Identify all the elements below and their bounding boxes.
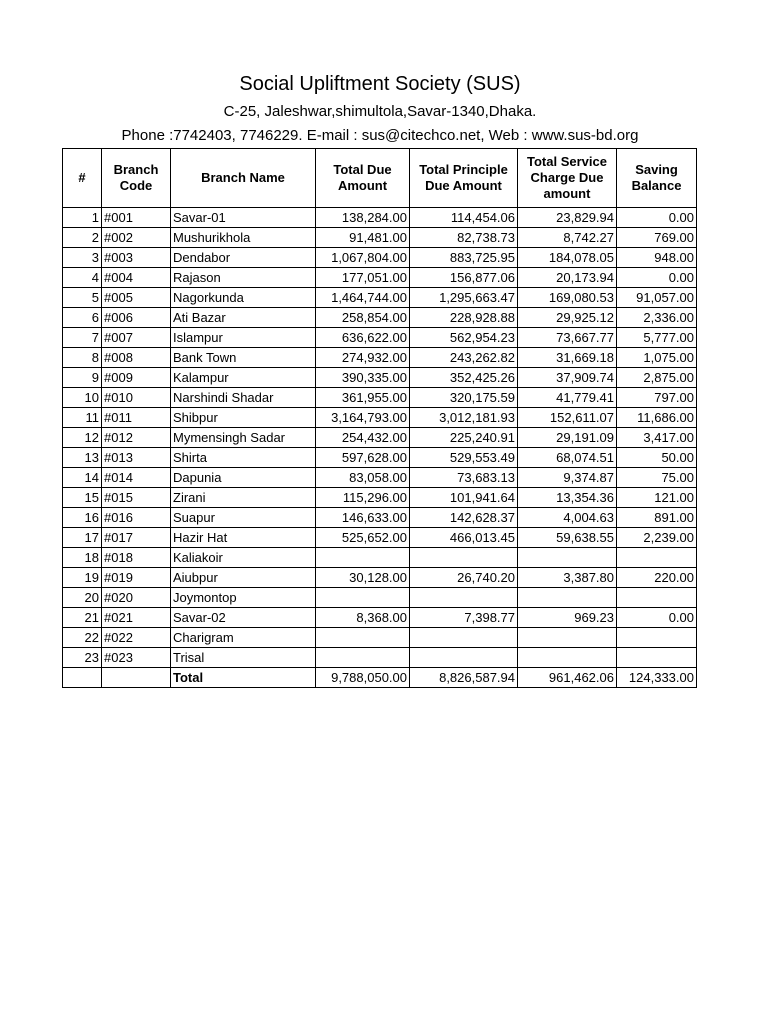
- branch-code: #009: [102, 368, 171, 388]
- principle-due-amount: 73,683.13: [410, 468, 518, 488]
- branch-name: Shibpur: [171, 408, 316, 428]
- header-principle-due: Total Principle Due Amount: [410, 149, 518, 208]
- total-due-amount: 636,622.00: [316, 328, 410, 348]
- table-row: [63, 588, 697, 608]
- branch-code: #010: [102, 388, 171, 408]
- total-saving-balance: 124,333.00: [617, 668, 697, 688]
- branch-code: #001: [102, 208, 171, 228]
- branch-name: Islampur: [171, 328, 316, 348]
- row-index: 4: [63, 268, 102, 288]
- saving-balance: 891.00: [617, 508, 697, 528]
- branch-code: #006: [102, 308, 171, 328]
- row-index: 15: [63, 488, 102, 508]
- row-index: 21: [63, 608, 102, 628]
- branch-code: #020: [102, 588, 171, 608]
- header-index: #: [63, 149, 102, 208]
- branch-code: #013: [102, 448, 171, 468]
- principle-due-amount: [410, 648, 518, 668]
- branch-name: Bank Town: [171, 348, 316, 368]
- saving-balance: [617, 648, 697, 668]
- total-row: [63, 668, 697, 688]
- total-due-amount: 8,368.00: [316, 608, 410, 628]
- total-due-amount: 258,854.00: [316, 308, 410, 328]
- total-code-cell: [102, 668, 171, 688]
- branch-name: Ati Bazar: [171, 308, 316, 328]
- principle-due-amount: 562,954.23: [410, 328, 518, 348]
- address-line: C-25, Jaleshwar,shimultola,Savar-1340,Dhaka.: [223, 103, 537, 120]
- table-row: [63, 428, 697, 448]
- service-charge-due: 59,638.55: [518, 528, 617, 548]
- service-charge-due: 9,374.87: [518, 468, 617, 488]
- principle-due-amount: 320,175.59: [410, 388, 518, 408]
- saving-balance: 50.00: [617, 448, 697, 468]
- principle-due-amount: [410, 588, 518, 608]
- branch-code: #019: [102, 568, 171, 588]
- service-charge-due: 8,742.27: [518, 228, 617, 248]
- row-index: 7: [63, 328, 102, 348]
- principle-due-amount: [410, 628, 518, 648]
- principle-due-amount: 225,240.91: [410, 428, 518, 448]
- saving-balance: 2,336.00: [617, 308, 697, 328]
- table-row: [63, 488, 697, 508]
- header-branch-code: Branch Code: [102, 149, 171, 208]
- table-row: [63, 468, 697, 488]
- saving-balance: [617, 588, 697, 608]
- table-row: [63, 368, 697, 388]
- row-index: 11: [63, 408, 102, 428]
- branch-name: Mymensingh Sadar: [171, 428, 316, 448]
- principle-due-amount: 82,738.73: [410, 228, 518, 248]
- principle-due-amount: 529,553.49: [410, 448, 518, 468]
- branch-name: Savar-01: [171, 208, 316, 228]
- branch-code: #015: [102, 488, 171, 508]
- saving-balance: 0.00: [617, 268, 697, 288]
- table-row: [63, 388, 697, 408]
- branch-name: Nagorkunda: [171, 288, 316, 308]
- table-row: [63, 288, 697, 308]
- total-due-amount: 1,067,804.00: [316, 248, 410, 268]
- branch-code: #016: [102, 508, 171, 528]
- row-index: 9: [63, 368, 102, 388]
- table-header-row: [63, 149, 697, 208]
- saving-balance: 2,875.00: [617, 368, 697, 388]
- service-charge-due: 23,829.94: [518, 208, 617, 228]
- branch-name: Narshindi Shadar: [171, 388, 316, 408]
- branch-name: Aiubpur: [171, 568, 316, 588]
- service-charge-due: 29,925.12: [518, 308, 617, 328]
- table-row: [63, 208, 697, 228]
- branch-code: #002: [102, 228, 171, 248]
- total-due-amount: 1,464,744.00: [316, 288, 410, 308]
- table-row: [63, 628, 697, 648]
- service-charge-due: [518, 628, 617, 648]
- branch-code: #012: [102, 428, 171, 448]
- table-row: [63, 348, 697, 368]
- total-due-amount: 254,432.00: [316, 428, 410, 448]
- total-index-cell: [63, 668, 102, 688]
- table-row: [63, 648, 697, 668]
- total-due-amount: 115,296.00: [316, 488, 410, 508]
- header-branch-name: Branch Name: [171, 149, 316, 208]
- table-row: [63, 308, 697, 328]
- total-due-amount: [316, 588, 410, 608]
- saving-balance: 948.00: [617, 248, 697, 268]
- total-due-amount: [316, 548, 410, 568]
- service-charge-due: 73,667.77: [518, 328, 617, 348]
- table-row: [63, 448, 697, 468]
- table-row: [63, 228, 697, 248]
- branch-name: Hazir Hat: [171, 528, 316, 548]
- header-total-due: Total Due Amount: [316, 149, 410, 208]
- principle-due-amount: 352,425.26: [410, 368, 518, 388]
- saving-balance: 75.00: [617, 468, 697, 488]
- total-principle-due: 8,826,587.94: [410, 668, 518, 688]
- total-due-amount: 177,051.00: [316, 268, 410, 288]
- service-charge-due: 184,078.05: [518, 248, 617, 268]
- branch-name: Dapunia: [171, 468, 316, 488]
- service-charge-due: 20,173.94: [518, 268, 617, 288]
- principle-due-amount: 156,877.06: [410, 268, 518, 288]
- saving-balance: 220.00: [617, 568, 697, 588]
- row-index: 6: [63, 308, 102, 328]
- branch-code: #008: [102, 348, 171, 368]
- branch-code: #014: [102, 468, 171, 488]
- total-due-amount: 597,628.00: [316, 448, 410, 468]
- branch-code: #005: [102, 288, 171, 308]
- principle-due-amount: 26,740.20: [410, 568, 518, 588]
- service-charge-due: 29,191.09: [518, 428, 617, 448]
- service-charge-due: 4,004.63: [518, 508, 617, 528]
- table-row: [63, 328, 697, 348]
- service-charge-due: 152,611.07: [518, 408, 617, 428]
- row-index: 3: [63, 248, 102, 268]
- row-index: 14: [63, 468, 102, 488]
- branch-name: Kaliakoir: [171, 548, 316, 568]
- saving-balance: 2,239.00: [617, 528, 697, 548]
- branch-code: #018: [102, 548, 171, 568]
- branch-code: #021: [102, 608, 171, 628]
- total-due-amount: [316, 648, 410, 668]
- table-row: [63, 608, 697, 628]
- saving-balance: 0.00: [617, 208, 697, 228]
- service-charge-due: [518, 548, 617, 568]
- branch-name: Rajason: [171, 268, 316, 288]
- row-index: 5: [63, 288, 102, 308]
- table-row: [63, 568, 697, 588]
- total-due-amount: [316, 628, 410, 648]
- principle-due-amount: 3,012,181.93: [410, 408, 518, 428]
- total-due-amount: 146,633.00: [316, 508, 410, 528]
- branch-name: Kalampur: [171, 368, 316, 388]
- principle-due-amount: 243,262.82: [410, 348, 518, 368]
- total-due-amount: 138,284.00: [316, 208, 410, 228]
- saving-balance: 0.00: [617, 608, 697, 628]
- branch-code: #011: [102, 408, 171, 428]
- row-index: 10: [63, 388, 102, 408]
- service-charge-due: 31,669.18: [518, 348, 617, 368]
- service-charge-due: [518, 648, 617, 668]
- row-index: 22: [63, 628, 102, 648]
- branch-name: Suapur: [171, 508, 316, 528]
- row-index: 17: [63, 528, 102, 548]
- table-row: [63, 268, 697, 288]
- principle-due-amount: 142,628.37: [410, 508, 518, 528]
- service-charge-due: 169,080.53: [518, 288, 617, 308]
- branch-code: #017: [102, 528, 171, 548]
- branch-ledger-table: [62, 148, 697, 688]
- row-index: 12: [63, 428, 102, 448]
- branch-name: Joymontop: [171, 588, 316, 608]
- table-body: [63, 208, 697, 668]
- total-due-amount: 91,481.00: [316, 228, 410, 248]
- document-header: [0, 70, 760, 148]
- saving-balance: 5,777.00: [617, 328, 697, 348]
- saving-balance: 121.00: [617, 488, 697, 508]
- service-charge-due: 969.23: [518, 608, 617, 628]
- principle-due-amount: 101,941.64: [410, 488, 518, 508]
- branch-code: #022: [102, 628, 171, 648]
- page-title: Social Upliftment Society (SUS): [239, 73, 521, 95]
- saving-balance: [617, 628, 697, 648]
- total-due-amount: 83,058.00: [316, 468, 410, 488]
- table-row: [63, 248, 697, 268]
- total-due-amount: 30,128.00: [316, 568, 410, 588]
- principle-due-amount: 228,928.88: [410, 308, 518, 328]
- contact-line: Phone :7742403, 7746229. E-mail : sus@citechco.net, Web : www.sus-bd.org: [121, 127, 639, 144]
- total-due-amount: 3,164,793.00: [316, 408, 410, 428]
- saving-balance: 3,417.00: [617, 428, 697, 448]
- service-charge-due: 13,354.36: [518, 488, 617, 508]
- branch-code: #007: [102, 328, 171, 348]
- total-label: Total: [171, 668, 316, 688]
- service-charge-due: 68,074.51: [518, 448, 617, 468]
- branch-code: #004: [102, 268, 171, 288]
- total-service-charge: 961,462.06: [518, 668, 617, 688]
- saving-balance: 91,057.00: [617, 288, 697, 308]
- saving-balance: 1,075.00: [617, 348, 697, 368]
- header-saving-balance: Saving Balance: [617, 149, 697, 208]
- row-index: 1: [63, 208, 102, 228]
- row-index: 20: [63, 588, 102, 608]
- principle-due-amount: 1,295,663.47: [410, 288, 518, 308]
- principle-due-amount: 114,454.06: [410, 208, 518, 228]
- total-due-amount: 525,652.00: [316, 528, 410, 548]
- saving-balance: [617, 548, 697, 568]
- saving-balance: 797.00: [617, 388, 697, 408]
- row-index: 8: [63, 348, 102, 368]
- header-service-charge: Total Service Charge Due amount: [518, 149, 617, 208]
- row-index: 16: [63, 508, 102, 528]
- service-charge-due: [518, 588, 617, 608]
- table-row: [63, 408, 697, 428]
- service-charge-due: 37,909.74: [518, 368, 617, 388]
- saving-balance: 769.00: [617, 228, 697, 248]
- branch-code: #003: [102, 248, 171, 268]
- branch-code: #023: [102, 648, 171, 668]
- branch-name: Zirani: [171, 488, 316, 508]
- row-index: 13: [63, 448, 102, 468]
- branch-name: Savar-02: [171, 608, 316, 628]
- table-row: [63, 548, 697, 568]
- service-charge-due: 41,779.41: [518, 388, 617, 408]
- total-due-amount: 361,955.00: [316, 388, 410, 408]
- row-index: 23: [63, 648, 102, 668]
- branch-name: Mushurikhola: [171, 228, 316, 248]
- branch-name: Shirta: [171, 448, 316, 468]
- principle-due-amount: 7,398.77: [410, 608, 518, 628]
- principle-due-amount: [410, 548, 518, 568]
- table-row: [63, 528, 697, 548]
- row-index: 19: [63, 568, 102, 588]
- service-charge-due: 3,387.80: [518, 568, 617, 588]
- row-index: 18: [63, 548, 102, 568]
- row-index: 2: [63, 228, 102, 248]
- principle-due-amount: 466,013.45: [410, 528, 518, 548]
- branch-name: Charigram: [171, 628, 316, 648]
- saving-balance: 11,686.00: [617, 408, 697, 428]
- branch-name: Dendabor: [171, 248, 316, 268]
- principle-due-amount: 883,725.95: [410, 248, 518, 268]
- table-row: [63, 508, 697, 528]
- total-due-amount: 9,788,050.00: [316, 668, 410, 688]
- total-due-amount: 274,932.00: [316, 348, 410, 368]
- total-due-amount: 390,335.00: [316, 368, 410, 388]
- branch-name: Trisal: [171, 648, 316, 668]
